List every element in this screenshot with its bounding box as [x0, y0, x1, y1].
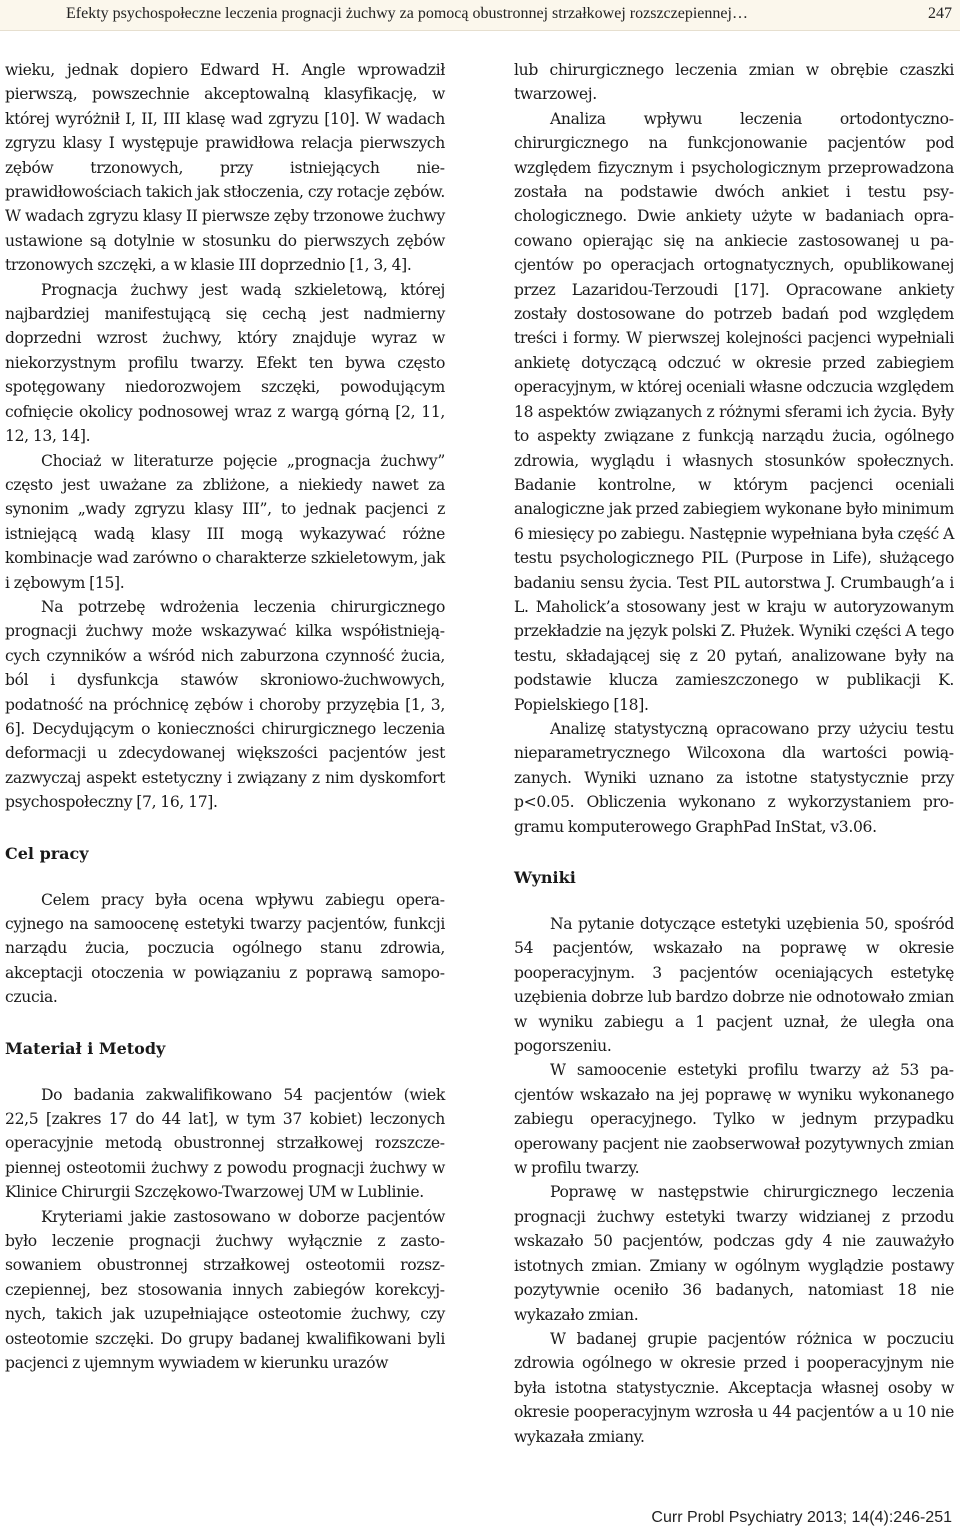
paragraph-aim: Celem pracy była ocena wpływu zabiegu operacyjnego na samoocenę estetyki twarzy pacjentów, funkcji narządu żucia, poczucia ogólnego stanu zdrowia, akceptacji otoczenia w powiązaniu z poprawą samopoczucia.	[5, 890, 445, 1007]
paragraph-questionnaires: Analiza wpływu leczenia ortodontycznochirurgicznego na funkcjonowanie pacjentów pod względem fizycznym i psychologicznym przeprowadzona została na podstawie dwóch ankiet i testu psychologicznego. Dwie ankiety użyte w badaniach opracowano opierając się na ankiecie zastosowanej u pacjentów po operacjach ortognatycznych, opublikowanej przez Lazaridou-Terzoudi [17]. Opracowane ankiety zostały dostosowane do potrzeb badań pod względem treści i formy. W pierwszej kolejności pacjenci wypełniali ankietę dotyczącą odczuć w okresie przed zabiegiem operacyjnym, w której oceniali własne odczucia względem 18 aspektów związanych z różnymi sferami ich życia. Były to aspekty związane z funkcją narządu żucia, ogólnego zdrowia, wyglądu i własnych stosunków społecznych. Badanie kontrolne, w którym pacjenci oceniali analogiczne jak przed zabiegiem wykonane było minimum 6 miesięcy po zabiegu. Następnie wypełniana była część A testu psychologicznego PIL (Purpose in Life), służącego badaniu sensu życia. Test PIL autorstwa J. Crumbaugh’a i L. Maholick’a stosowany jest w kraju w autoryzowanym przekładzie na język polski Z. Płużek. Wyniki części A tego testu, składającej się z 20 pytań, analizowane były na podstawie klucza zamieszczonego w publikacji K. Popielskiego [18].	[514, 109, 954, 714]
footer-citation: Curr Probl Psychiatry 2013; 14(4):246-251	[651, 1509, 952, 1526]
section-heading-results: Wyniki	[514, 868, 576, 887]
paragraph-criteria-continued: lub chirurgicznego leczenia zmian w obrębie czaszki twarzowej.	[514, 61, 954, 104]
section-heading-methods: Materiał i Metody	[5, 1038, 166, 1058]
paragraph-results-frontal: Poprawę w następstwie chirurgicznego leczenia prognacji żuchwy estetyki twarzy widzianej z przodu wskazało 50 pacjentów, podczas gdy 4 nie zauważyło istotnych zmian. Zmiany w ogólnym wyglądzie postawy pozytywnie oceniło 36 badanych, natomiast 18 nie wykazało zmian.	[514, 1183, 954, 1324]
paragraph-statistics: Analizę statystyczną opracowano przy użyciu testu nieparametrycznego Wilcoxona dla wartości powiązanych. Wyniki uznano za istotne statystycznie przy p<0.05. Obliczenia wykonano z wykorzystaniem programu komputerowego GraphPad InStat, v3.06.	[514, 719, 954, 836]
right-column	[514, 58, 954, 1449]
paragraph-terminology: Chociaż w literaturze pojęcie „prognacja żuchwy” często jest uważane za zbliżone, a niekiedy nawet za synonim „wady zgryzu klasy III”, to jednak pacjenci z istniejącą wadą klasy III mogą wykazywać różne kombinacje wad zarówno o charakterze szkieletowym, jak i zębowym [15].	[5, 451, 445, 592]
paragraph-angle-classification: wieku, jednak dopiero Edward H. Angle wprowadził pierwszą, powszechnie akceptowalną klasyfikację, w której wyróżnił I, II, III klasę wad zgryzu [10]. W wadach zgryzu klasy I występuje prawidłowa relacja pierwszych zębów trzonowych, przy istniejących nieprawidłowościach takich jak stłoczenia, czy rotacje zębów. W wadach zgryzu klasy II pierwsze zęby trzonowe żuchwy ustawione są dotylnie w stosunku do pierwszych zębów trzonowych szczęki, a w klasie III doprzednio [1, 3, 4].	[5, 61, 445, 275]
running-header	[0, 0, 960, 31]
paragraph-methods-patients: Do badania zakwalifikowano 54 pacjentów (wiek 22,5 [zakres 17 do 44 lat], w tym 37 kobiet) leczonych operacyjnie metodą obustronnej strzałkowej rozszczepiennej osteotomii żuchwy z powodu prognacji żuchwy w Klinice Chirurgii Szczękowo-Twarzowej UM w Lublinie.	[5, 1085, 445, 1202]
section-heading-aim: Cel pracy	[5, 843, 89, 863]
paragraph-results-profile: W samoocenie estetyki profilu twarzy aż 53 pacjentów wskazało na jej poprawę w wyniku wykonanego zabiegu operacyjnego. Tylko w jednym przypadku operowany pacjent nie zaobserwował pozytywnych zmian w profilu twarzy.	[514, 1061, 954, 1178]
paragraph-surgical-indications: Na potrzebę wdrożenia leczenia chirurgicznego prognacji żuchwy może wskazywać kilka współistniejących czynników a wśród nich zaburzona czynność żucia, ból i dysfunkcja stawów skroniowo-żuchwowych, podatność na próchnicę zębów i choroby przyzębia [1, 3, 6]. Decydującym o konieczności chirurgicznego leczenia deformacji u zdecydowanej większości pacjentów jest zazwyczaj aspekt estetyczny i związany z nim dyskomfort psychospołeczny [7, 16, 17].	[5, 597, 445, 812]
running-title: Efekty psychospołeczne leczenia prognacji żuchwy za pomocą obustronnej strzałkowej rozszczepiennej…	[66, 5, 748, 22]
left-column	[5, 58, 445, 1376]
page-number: 247	[928, 5, 952, 22]
paragraph-results-health: W badanej grupie pacjentów różnica w poczuciu zdrowia ogólnego w okresie przed i pooperacyjnym nie była istotna statystycznie. Akceptacja własnej osoby w okresie pooperacyjnym wzrosła u 44 pacjentów a u 10 nie wykazała zmiany.	[514, 1329, 954, 1446]
paragraph-results-dentition: Na pytanie dotyczące estetyki uzębienia 50, spośród 54 pacjentów, wskazało na poprawę w okresie pooperacyjnym. 3 pacjentów oceniających estetykę uzębienia dobrze lub bardzo dobrze nie odnotowało zmian w wyniku zabiegu a 1 pacjent uznał, że uległa ona pogorszeniu.	[514, 915, 954, 1056]
paragraph-methods-criteria: Kryteriami jakie zastosowano w doborze pacjentów było leczenie prognacji żuchwy wyłącznie z zastosowaniem obustronnej strzałkowej osteotomii rozszczepiennej, bez stosowania innych zabiegów korekcyjnych, takich jak uzupełniające osteotomie żuchwy, czy osteotomie szczęki. Do grupy badanej kwalifikowani byli pacjenci z ujemnym wywiadem w kierunku urazów	[5, 1207, 445, 1373]
paragraph-mandibular-prognathism: Prognacja żuchwy jest wadą szkieletową, której najbardziej manifestującą się cechą jest nadmierny doprzedni wzrost żuchwy, który znajduje wyraz w niekorzystnym profilu twarzy. Efekt ten bywa często spotęgowany niedorozwojem szczęki, powodującym cofnięcie okolicy podnosowej wraz z wargą górną [2, 11, 12, 13, 14].	[5, 280, 445, 446]
